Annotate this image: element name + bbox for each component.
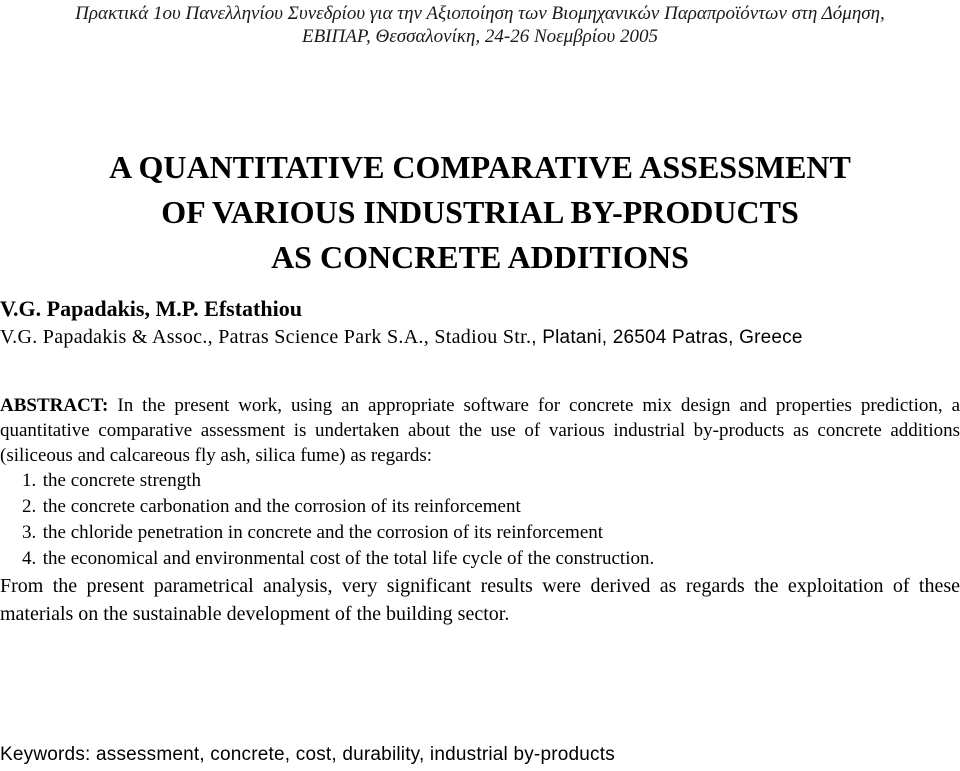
affiliation-part-2: , Platani, 26504 Patras, Greece: [531, 327, 803, 348]
affiliation-part-1: V.G. Papadakis & Assoc., Patras Science Park S.A., Stadiou Str.: [0, 326, 532, 348]
paper-title-line-2: OF VARIOUS INDUSTRIAL BY-PRODUCTS: [161, 194, 799, 230]
abstract-section: [0, 393, 960, 628]
list-item-number: 4.: [22, 548, 37, 569]
author-list: V.G. Papadakis, M.P. Efstathiou: [0, 296, 302, 321]
paper-title-line-3: AS CONCRETE ADDITIONS: [271, 239, 689, 275]
list-item-number: 1.: [22, 470, 37, 491]
proceedings-header-line-1: Πρακτικά 1ου Πανελληνίου Συνεδρίου για την Αξιοποίηση των Βιομηχανικών Παραπροϊόντων στη Δόμηση,: [75, 3, 885, 24]
list-item-text: the chloride penetration in concrete and the corrosion of its reinforcement: [42, 522, 604, 543]
list-item-number: 2.: [22, 496, 37, 517]
list-item-text: the concrete strength: [42, 470, 202, 491]
author-affiliation: [0, 325, 803, 350]
abstract-paragraph: [0, 393, 960, 468]
list-item-text: the concrete carbonation and the corrosion of its reinforcement: [42, 496, 521, 517]
list-item-number: 3.: [22, 522, 37, 543]
abstract-conclusion: From the present parametrical analysis, very significant results were derived as regards the exploitation of these materials on the sustainable development of the building sector.: [0, 575, 960, 625]
list-item: [0, 468, 960, 494]
abstract-list: [0, 468, 960, 572]
abstract-label: ABSTRACT:: [0, 395, 109, 416]
proceedings-header-line-2: ΕΒΙΠΑΡ, Θεσσαλονίκη, 24-26 Νοεμβρίου 2005: [301, 26, 659, 47]
list-item: [0, 546, 960, 572]
list-item-text: the economical and environmental cost of the total life cycle of the construction.: [42, 548, 655, 569]
paper-title-line-1: A QUANTITATIVE COMPARATIVE ASSESSMENT: [109, 149, 851, 185]
list-item: [0, 494, 960, 520]
paper-title: [0, 145, 960, 280]
abstract-text: In the present work, using an appropriate software for concrete mix design and properties prediction, a quantitative comparative assessment is undertaken about the use of various industrial by-products as concrete additions (siliceous and calcareous fly ash, silica fume) as regards:: [0, 395, 960, 466]
list-item: [0, 520, 960, 546]
keywords-line: Keywords: assessment, concrete, cost, durability, industrial by-products: [0, 744, 615, 765]
proceedings-header: [0, 2, 960, 48]
